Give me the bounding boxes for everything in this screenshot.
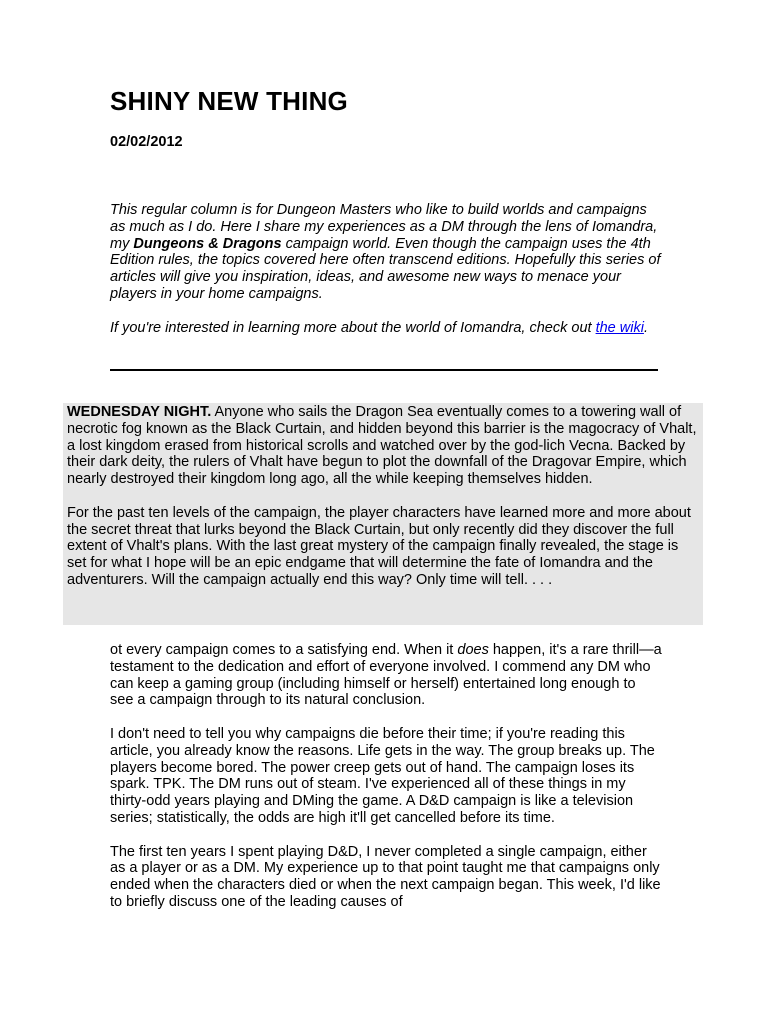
body-emphasis: does xyxy=(457,642,489,658)
article-date: 02/02/2012 xyxy=(110,134,183,150)
body-paragraph-3: The first ten years I spent playing D&D, I never completed a single campaign, either as a player or as a DM. My experience up to that point taught me that campaigns only ended when the characters died or when the next campaign began. This week, I'd like to briefly discuss one of the leading causes of xyxy=(110,843,661,910)
recap-text: Anyone who sails the Dragon Sea eventually comes to a towering wall of necrotic fog known as the Black Curtain, and hidden beyond this barrier is the magocracy of Vhalt, a lost kingdom erased from historical scrolls and watched over by the god-lich Vecna. Backed by their dark deity, the rulers of Vhalt have begun to plot the downfall of the Dragovar Empire, which nearly destroyed their kingdom long ago, all the while keeping themselves hidden. xyxy=(67,404,697,488)
recap-paragraph-1 xyxy=(67,404,700,488)
intro-text: This regular column is for Dungeon Masters who like to build worlds and campaigns as much as I do. Here I share my experiences as a DM through the lens of Iomandra, my xyxy=(110,202,658,252)
body-text-continued: happen, it's a rare thrill—a testament to the dedication and effort of everyone involved. I commend any DM who can keep a gaming group (including himself or herself) entertained long enough to see a campaign through to its natural conclusion. xyxy=(110,642,662,709)
intro-section xyxy=(110,202,662,353)
body-paragraph-1 xyxy=(110,642,662,709)
intro-bold-text: Dungeons & Dragons xyxy=(133,235,282,252)
section-divider xyxy=(110,369,658,371)
article-title: SHINY NEW THING xyxy=(110,86,348,116)
wiki-link[interactable]: the wiki xyxy=(595,319,644,336)
intro-wiki-paragraph xyxy=(110,320,662,337)
intro-paragraph xyxy=(110,202,662,303)
recap-lead: WEDNESDAY NIGHT. xyxy=(67,404,212,420)
article-body xyxy=(110,642,662,928)
body-text: ot every campaign comes to a satisfying end. When it xyxy=(110,642,458,658)
campaign-recap-box xyxy=(63,403,703,625)
recap-paragraph-2: For the past ten levels of the campaign, the player characters have learned more and more about the secret threat that lurks beyond the Black Curtain, but only recently did they discover the full extent of Vhalt's plans. With the last great mystery of the campaign finally revealed, the stage is set for what I hope will be an epic endgame that will determine the fate of Iomandra and the adventurers. Will the campaign actually end this way? Only time will tell. . . . xyxy=(67,504,691,588)
wiki-trailing-text: . xyxy=(643,319,648,336)
body-paragraph-2: I don't need to tell you why campaigns die before their time; if you're reading this article, you already know the reasons. Life gets in the way. The group breaks up. The players become bored. The power creep gets out of hand. The campaign loses its spark. TPK. The DM runs out of steam. I've experienced all of these things in my thirty-odd years playing and DMing the game. A D&D campaign is like a television series; statistically, the odds are high it'll get cancelled before its time. xyxy=(110,725,655,826)
wiki-lead-text: If you're interested in learning more about the world of Iomandra, check out xyxy=(110,319,596,336)
intro-text-continued: campaign world. Even though the campaign uses the 4th Edition rules, the topics covered here often transcend editions. Hopefully this series of articles will give you inspiration, ideas, and awesome new ways to menace your players in your home campaigns. xyxy=(110,235,661,302)
